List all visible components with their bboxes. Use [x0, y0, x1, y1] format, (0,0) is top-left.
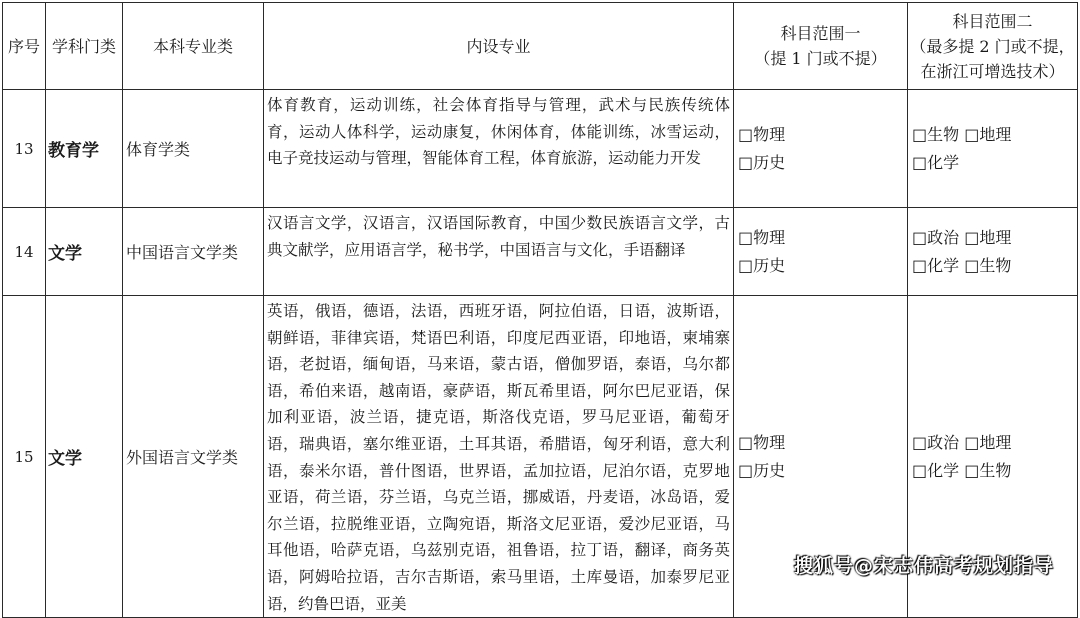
row-category: 文学: [46, 208, 123, 296]
header-range-one-note: （提 1 门或不提）: [754, 49, 887, 68]
range-two-option-line: □化学 □生物: [912, 460, 1012, 480]
header-range-two-title: 科目范围二: [952, 11, 1033, 31]
row-num: 13: [3, 90, 46, 208]
range-one-option: □物理: [738, 432, 786, 452]
row-category: 教育学: [46, 90, 123, 208]
header-major-class: 本科专业类: [123, 3, 264, 90]
row-inner-majors: 英语，俄语，德语，法语，西班牙语，阿拉伯语，日语，波斯语，朝鲜语，菲律宾语，梵语巴利语，印度尼西亚语，印地语，柬埔寨语，老挝语，缅甸语，马来语，蒙古语，僧伽罗语，泰语，乌尔都语，希伯来语，越南语，豪萨语，斯瓦希里语，阿尔巴尼亚语，保加利亚语，波兰语，捷克语，斯洛伐克语，罗马尼亚语，葡萄牙语，瑞典语，塞尔维亚语，土耳其语，希腊语，匈牙利语，意大利语，泰米尔语，普什图语，世界语，孟加拉语，尼泊尔语，克罗地亚语，荷兰语，芬兰语，乌克兰语，挪威语，丹麦语，冰岛语，爱尔兰语，拉脱维亚语，立陶宛语，斯洛文尼亚语，爱沙尼亚语，马耳他语，哈萨克语，乌兹别克语，祖鲁语，拉丁语，翻译，商务英语，阿姆哈拉语，吉尔吉斯语，索马里语，土库曼语，加泰罗尼亚语，约鲁巴语，亚美: [264, 296, 734, 618]
range-two-option-line: □化学 □生物: [912, 255, 1012, 275]
row-major-class: 中国语言文学类: [123, 208, 264, 296]
range-one-option: □历史: [738, 255, 786, 275]
header-range-two-note-1: （最多提 2 门或不提，: [910, 36, 1075, 56]
range-two-option-line: □化学: [912, 152, 960, 172]
watermark-text: 搜狐号@宋志伟高考规划指导: [793, 555, 1054, 577]
header-range-two: [908, 3, 1078, 90]
range-two-option-line: □政治 □地理: [912, 227, 1012, 247]
row-range-two: [908, 208, 1078, 296]
range-one-option: □历史: [738, 152, 786, 172]
subject-requirements-table: [2, 2, 1078, 618]
header-range-one-title: 科目范围一: [780, 24, 861, 43]
row-major-class: 体育学类: [123, 90, 264, 208]
range-two-option-line: □生物 □地理: [912, 124, 1012, 144]
row-range-two: [908, 90, 1078, 208]
table-header-row: [3, 3, 1078, 90]
table-row: [3, 208, 1078, 296]
header-num: 序号: [3, 3, 46, 90]
table-row: [3, 90, 1078, 208]
range-one-option: □历史: [738, 460, 786, 480]
row-range-one: [734, 90, 908, 208]
row-num: 15: [3, 296, 46, 618]
header-category: 学科门类: [46, 3, 123, 90]
header-range-one: [734, 3, 908, 90]
row-num: 14: [3, 208, 46, 296]
row-category: 文学: [46, 296, 123, 618]
row-major-class: 外国语言文学类: [123, 296, 264, 618]
row-range-one: [734, 208, 908, 296]
row-inner-majors: 汉语言文学，汉语言，汉语国际教育，中国少数民族语言文学，古典文献学，应用语言学，秘书学，中国语言与文化，手语翻译: [264, 208, 734, 296]
header-inner-majors: 内设专业: [264, 3, 734, 90]
range-one-option: □物理: [738, 124, 786, 144]
range-one-option: □物理: [738, 227, 786, 247]
row-inner-majors: 体育教育，运动训练，社会体育指导与管理，武术与民族传统体育，运动人体科学，运动康复，休闲体育，体能训练，冰雪运动，电子竞技运动与管理，智能体育工程，体育旅游，运动能力开发: [264, 90, 734, 208]
range-two-option-line: □政治 □地理: [912, 432, 1012, 452]
header-range-two-note-2: 在浙江可增选技术）: [920, 61, 1065, 81]
